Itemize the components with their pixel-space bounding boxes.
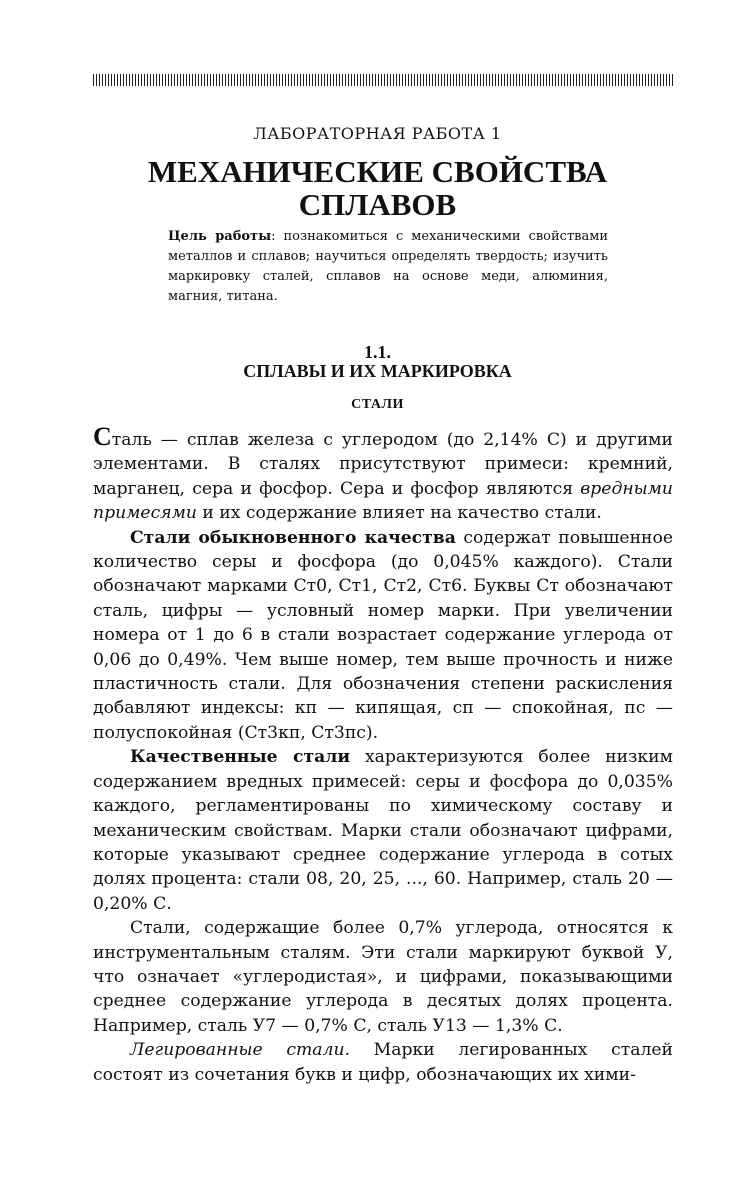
paragraph-2-bold: Стали обыкновенного качества	[130, 527, 456, 548]
lab-work-label: ЛАБОРАТОРНАЯ РАБОТА 1	[253, 124, 502, 143]
paragraph-4-text: Стали, содержащие более 0,7% углерода, относятся к инструментальным сталям. Эти стали маркируют буквой У, что означает «углеродистая», и цифрами, показывающими среднее содержание углерода в десятых долях процента. Например, сталь У7 — 0,7% С, сталь У13 — 1,3% С.	[93, 918, 673, 1036]
paragraph-5-italic: Легированные стали.	[130, 1040, 350, 1061]
paragraph-5	[93, 1038, 673, 1087]
section-title: СПЛАВЫ И ИХ МАРКИРОВКА	[243, 361, 512, 381]
paragraph-1-text-a: таль — сплав железа с углеродом (до 2,14% С) и другими элементами. В сталях присутствуют примеси: кремний, марганец, сера и фосфор. Сера и фосфор являются	[93, 430, 673, 499]
subsection-title: СТАЛИ	[351, 397, 404, 412]
paragraph-3-text: характеризуются более низким содержанием вредных примесей: серы и фосфора до 0,035% каждого, регламентированы по химическому составу и механическим свойствам. Марки стали обозначают цифрами, которые указывают среднее содержание углерода в сотых долях процента: стали 08, 20, 25, ..., 60. Например, сталь 20 — 0,20% С.	[93, 747, 673, 914]
paragraph-1-text-b: и их содержание влияет на качество стали.	[196, 503, 602, 524]
goal-block	[168, 227, 608, 307]
paragraph-2	[93, 526, 673, 746]
drop-cap: С	[93, 422, 112, 451]
paragraph-4	[93, 916, 673, 1038]
paragraph-1	[93, 422, 673, 526]
paragraph-5-text: Марки легированных сталей состоят из сочетания букв и цифр, обозначающих их хими-	[93, 1040, 673, 1085]
goal-text: : познакомиться с механическими свойствами металлов и сплавов; научиться определять твердость; изучить маркировку сталей, сплавов на основе меди, алюминия, магния, титана.	[168, 229, 608, 304]
page-title-line-2: СПЛАВОВ	[298, 187, 457, 222]
goal-label: Цель работы	[168, 229, 272, 244]
page-title-line-1: МЕХАНИЧЕСКИЕ СВОЙСТВА	[147, 154, 608, 189]
paragraph-2-text: содержат повышенное количество серы и фосфора (до 0,045% каждого). Стали обозначают марками Ст0, Ст1, Ст2, Ст6. Буквы Ст обозначают сталь, цифры — условный номер марки. При увеличении номера от 1 до 6 в стали возрастает содержание углерода от 0,06 до 0,49%. Чем выше номер, тем выше прочность и ниже пластичность стали. Для обозначения степени раскисления добавляют индексы: кп — кипящая, сп — спокойная, пс — полуспокойная (Ст3кп, Ст3пс).	[93, 527, 674, 743]
paragraph-1-italic: вредными примесями	[93, 478, 673, 524]
top-rule-decoration	[93, 74, 673, 86]
paragraph-3-bold: Качественные стали	[130, 747, 351, 768]
body-text	[93, 422, 674, 1087]
paragraph-3	[93, 745, 673, 916]
section-number: 1.1.	[364, 342, 391, 362]
page-title	[0, 155, 755, 221]
